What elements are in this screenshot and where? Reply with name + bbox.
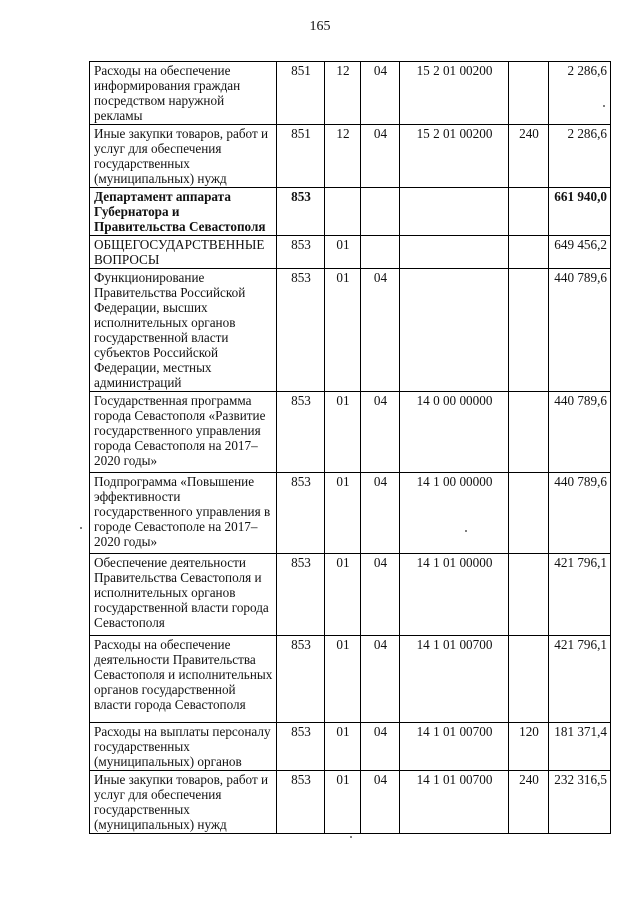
row-amount-cell: 2 286,6 xyxy=(549,125,611,188)
row-ved-cell: 853 xyxy=(277,236,325,269)
row-section-cell: 01 xyxy=(325,771,361,834)
row-amount-cell: 440 789,6 xyxy=(549,473,611,554)
table-row xyxy=(90,236,611,269)
row-ved-cell: 853 xyxy=(277,771,325,834)
row-subsection-cell xyxy=(361,236,400,269)
row-name-cell: Подпрограмма «Повышение эффективности государственного управления в городе Севастополе на 2017–2020 годы» xyxy=(90,473,277,554)
row-section-cell: 01 xyxy=(325,392,361,473)
scan-speck xyxy=(350,836,352,838)
scan-speck xyxy=(603,105,605,107)
row-amount-cell: 649 456,2 xyxy=(549,236,611,269)
row-section-cell: 12 xyxy=(325,125,361,188)
row-ved-cell: 853 xyxy=(277,269,325,392)
row-section-cell: 01 xyxy=(325,236,361,269)
row-section-cell xyxy=(325,188,361,236)
table-row xyxy=(90,723,611,771)
row-amount-cell: 440 789,6 xyxy=(549,269,611,392)
row-expense-type-cell xyxy=(509,236,549,269)
row-subsection-cell: 04 xyxy=(361,125,400,188)
row-ved-cell: 853 xyxy=(277,636,325,723)
scan-speck xyxy=(465,530,467,532)
row-ved-cell: 853 xyxy=(277,188,325,236)
row-amount-cell: 181 371,4 xyxy=(549,723,611,771)
table-row xyxy=(90,392,611,473)
row-subsection-cell: 04 xyxy=(361,723,400,771)
row-name-cell: Государственная программа города Севастополя «Развитие государственного управления города Севастополя на 2017–2020 годы» xyxy=(90,392,277,473)
row-expense-type-cell xyxy=(509,473,549,554)
page-number: 165 xyxy=(309,19,331,34)
row-expense-type-cell: 240 xyxy=(509,771,549,834)
table-row xyxy=(90,636,611,723)
table-row xyxy=(90,62,611,125)
row-expense-type-cell xyxy=(509,636,549,723)
row-expense-type-cell xyxy=(509,269,549,392)
table-row xyxy=(90,125,611,188)
row-subsection-cell xyxy=(361,188,400,236)
row-subsection-cell: 04 xyxy=(361,269,400,392)
row-name-cell: Расходы на выплаты персоналу государственных (муниципальных) органов xyxy=(90,723,277,771)
row-subsection-cell: 04 xyxy=(361,392,400,473)
row-target-code-cell: 14 0 00 00000 xyxy=(400,392,509,473)
row-target-code-cell: 15 2 01 00200 xyxy=(400,62,509,125)
scan-speck xyxy=(80,527,82,529)
row-ved-cell: 853 xyxy=(277,392,325,473)
table-row xyxy=(90,188,611,236)
row-target-code-cell: 14 1 00 00000 xyxy=(400,473,509,554)
row-expense-type-cell xyxy=(509,554,549,636)
row-subsection-cell: 04 xyxy=(361,554,400,636)
table-row xyxy=(90,554,611,636)
row-expense-type-cell xyxy=(509,188,549,236)
row-name-cell: Обеспечение деятельности Правительства Севастополя и исполнительных органов государственной власти города Севастополя xyxy=(90,554,277,636)
row-target-code-cell xyxy=(400,269,509,392)
table-row xyxy=(90,269,611,392)
row-target-code-cell: 15 2 01 00200 xyxy=(400,125,509,188)
row-section-cell: 01 xyxy=(325,636,361,723)
row-target-code-cell xyxy=(400,188,509,236)
row-ved-cell: 853 xyxy=(277,723,325,771)
row-amount-cell: 421 796,1 xyxy=(549,636,611,723)
row-section-cell: 01 xyxy=(325,473,361,554)
row-subsection-cell: 04 xyxy=(361,62,400,125)
row-name-cell: Расходы на обеспечение информирования граждан посредством наружной рекламы xyxy=(90,62,277,125)
row-target-code-cell: 14 1 01 00700 xyxy=(400,723,509,771)
row-ved-cell: 853 xyxy=(277,554,325,636)
row-name-cell: Расходы на обеспечение деятельности Правительства Севастополя и исполнительных органов государственной власти города Севастополя xyxy=(90,636,277,723)
row-name-cell: Иные закупки товаров, работ и услуг для обеспечения государственных (муниципальных) нужд xyxy=(90,125,277,188)
row-expense-type-cell: 240 xyxy=(509,125,549,188)
row-subsection-cell: 04 xyxy=(361,473,400,554)
budget-table-body xyxy=(90,62,611,834)
row-amount-cell: 232 316,5 xyxy=(549,771,611,834)
row-name-cell: Департамент аппарата Губернатора и Правительства Севастополя xyxy=(90,188,277,236)
row-subsection-cell: 04 xyxy=(361,636,400,723)
row-expense-type-cell xyxy=(509,392,549,473)
row-target-code-cell: 14 1 01 00700 xyxy=(400,636,509,723)
row-name-cell: ОБЩЕГОСУДАРСТВЕННЫЕ ВОПРОСЫ xyxy=(90,236,277,269)
table-row xyxy=(90,771,611,834)
row-ved-cell: 851 xyxy=(277,125,325,188)
row-amount-cell: 2 286,6 xyxy=(549,62,611,125)
row-ved-cell: 851 xyxy=(277,62,325,125)
row-expense-type-cell: 120 xyxy=(509,723,549,771)
row-subsection-cell: 04 xyxy=(361,771,400,834)
row-amount-cell: 661 940,0 xyxy=(549,188,611,236)
row-expense-type-cell xyxy=(509,62,549,125)
row-amount-cell: 440 789,6 xyxy=(549,392,611,473)
budget-table xyxy=(89,61,611,834)
row-target-code-cell: 14 1 01 00000 xyxy=(400,554,509,636)
row-name-cell: Иные закупки товаров, работ и услуг для обеспечения государственных (муниципальных) нужд xyxy=(90,771,277,834)
table-row xyxy=(90,473,611,554)
row-section-cell: 01 xyxy=(325,723,361,771)
row-target-code-cell xyxy=(400,236,509,269)
row-section-cell: 01 xyxy=(325,554,361,636)
row-target-code-cell: 14 1 01 00700 xyxy=(400,771,509,834)
row-section-cell: 12 xyxy=(325,62,361,125)
row-amount-cell: 421 796,1 xyxy=(549,554,611,636)
row-ved-cell: 853 xyxy=(277,473,325,554)
row-section-cell: 01 xyxy=(325,269,361,392)
row-name-cell: Функционирование Правительства Российской Федерации, высших исполнительных органов государственной власти субъектов Российской Федерации, местных администраций xyxy=(90,269,277,392)
